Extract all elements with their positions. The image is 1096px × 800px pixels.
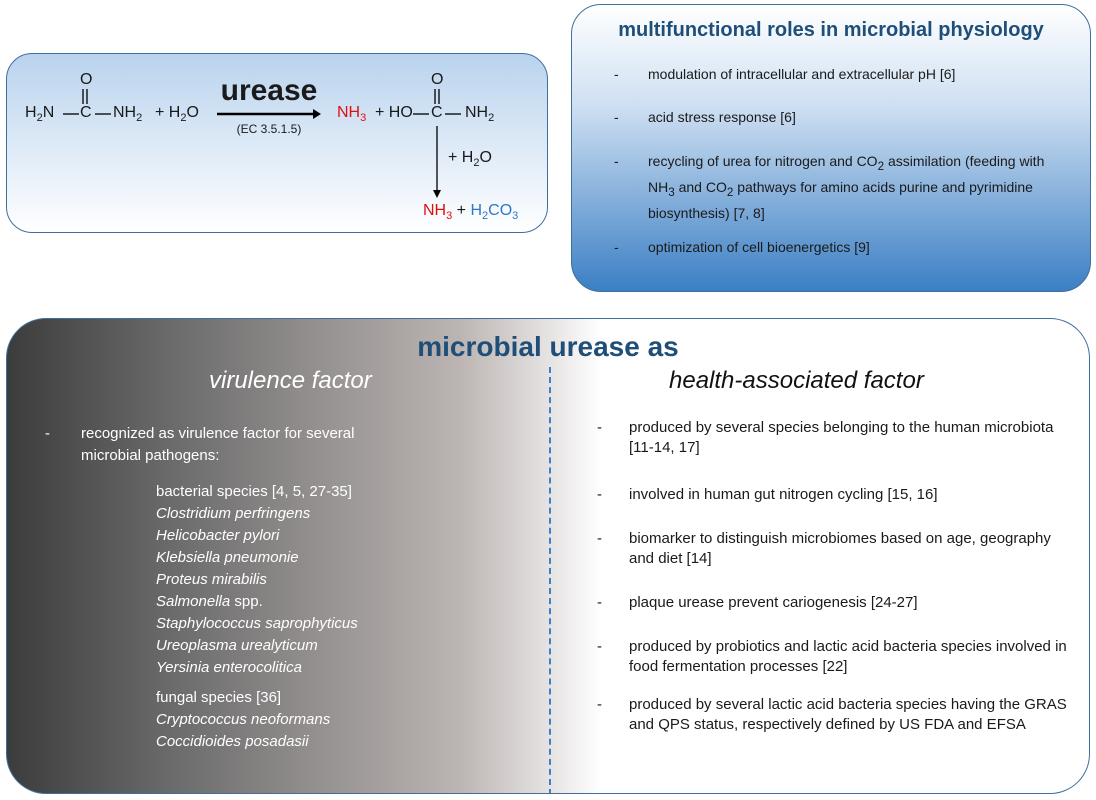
bacterial-species-list: [156, 481, 358, 679]
species-item: Coccidioides posadasii: [156, 733, 309, 750]
virulence-dash: -: [45, 425, 50, 442]
enzyme-label: urease: [220, 74, 318, 107]
species-item: Klebsiella pneumonie: [156, 549, 299, 566]
species-item: Proteus mirabilis: [156, 571, 267, 588]
virulence-item: recognized as virulence factor for several microbial pathogens:: [81, 425, 355, 464]
health-item: - produced by several species belonging to the human microbiota [11-14, 17]: [597, 419, 1054, 456]
health-item: - involved in human gut nitrogen cycling [15, 16]: [597, 486, 938, 503]
species-item: Ureoplasma urealyticum: [156, 637, 318, 654]
carbamic-ho: + HO: [375, 104, 413, 121]
urea-nh2: $NH_2$: [113, 104, 143, 125]
main-title: microbial urease as: [417, 331, 679, 362]
carbamic-carbon: C: [431, 104, 443, 121]
species-item: Staphylococcus saprophyticus: [156, 615, 358, 632]
species-item: Salmonella spp.: [156, 593, 263, 610]
final-products: $NH_3 + H_2CO_3$: [423, 202, 519, 223]
roles-title: multifunctional roles in microbial physiology: [618, 19, 1044, 41]
health-item: - produced by several lactic acid bacteria species having the GRAS and QPS status, respectively defined by US FDA and EFSA: [597, 696, 1067, 733]
urea-oxygen: O: [80, 71, 93, 88]
column-divider: [549, 367, 551, 794]
health-item: - produced by probiotics and lactic acid bacteria species involved in food fermentation processes [22]: [597, 638, 1067, 675]
species-item: Cryptococcus neoformans: [156, 711, 331, 728]
carbamic-nh2: $NH_2$: [465, 104, 495, 125]
ammonia-product: $NH_3$: [337, 104, 367, 125]
bacterial-species-header: bacterial species [4, 5, 27-35]: [156, 483, 352, 500]
fungal-species-list: [156, 687, 330, 753]
species-item: Yersinia enterocolitica: [156, 659, 302, 676]
fungal-species-header: fungal species [36]: [156, 689, 282, 706]
carbamic-oxygen: O: [431, 71, 444, 88]
species-item: Clostridium perfringens: [156, 505, 311, 522]
role-item: - acid stress response [6]: [614, 109, 796, 125]
role-item: - optimization of cell bioenergetics [9]: [614, 239, 870, 255]
health-item: - plaque urease prevent cariogenesis [24-27]: [597, 594, 918, 611]
water-hydrolysis: + $H_2O$: [448, 149, 492, 170]
health-item: - biomarker to distinguish microbiomes based on age, geography and diet [14]: [597, 530, 1051, 567]
role-item: - modulation of intracellular and extracellular pH [6]: [614, 66, 956, 82]
role-item: - recycling of urea for nitrogen and $CO_2$ assimilation (feeding with $NH_3$ and $CO_2$ pathways for amino acids purine and pyrimidine biosynthesis) [7, 8]: [614, 153, 1045, 221]
urea-carbon: C: [80, 104, 92, 121]
species-item: Helicobacter pylori: [156, 527, 280, 544]
virulence-heading: virulence factor: [209, 367, 372, 394]
health-heading: health-associated factor: [669, 367, 924, 394]
urea-h2n: $H_2N$: [25, 104, 55, 125]
water-reactant: + $H_2O$: [155, 104, 199, 125]
physiology-roles-panel: [571, 4, 1091, 292]
reaction-panel: [6, 53, 548, 233]
ec-number: (EC 3.5.1.5): [236, 122, 302, 136]
urease-role-panel: [6, 318, 1090, 794]
